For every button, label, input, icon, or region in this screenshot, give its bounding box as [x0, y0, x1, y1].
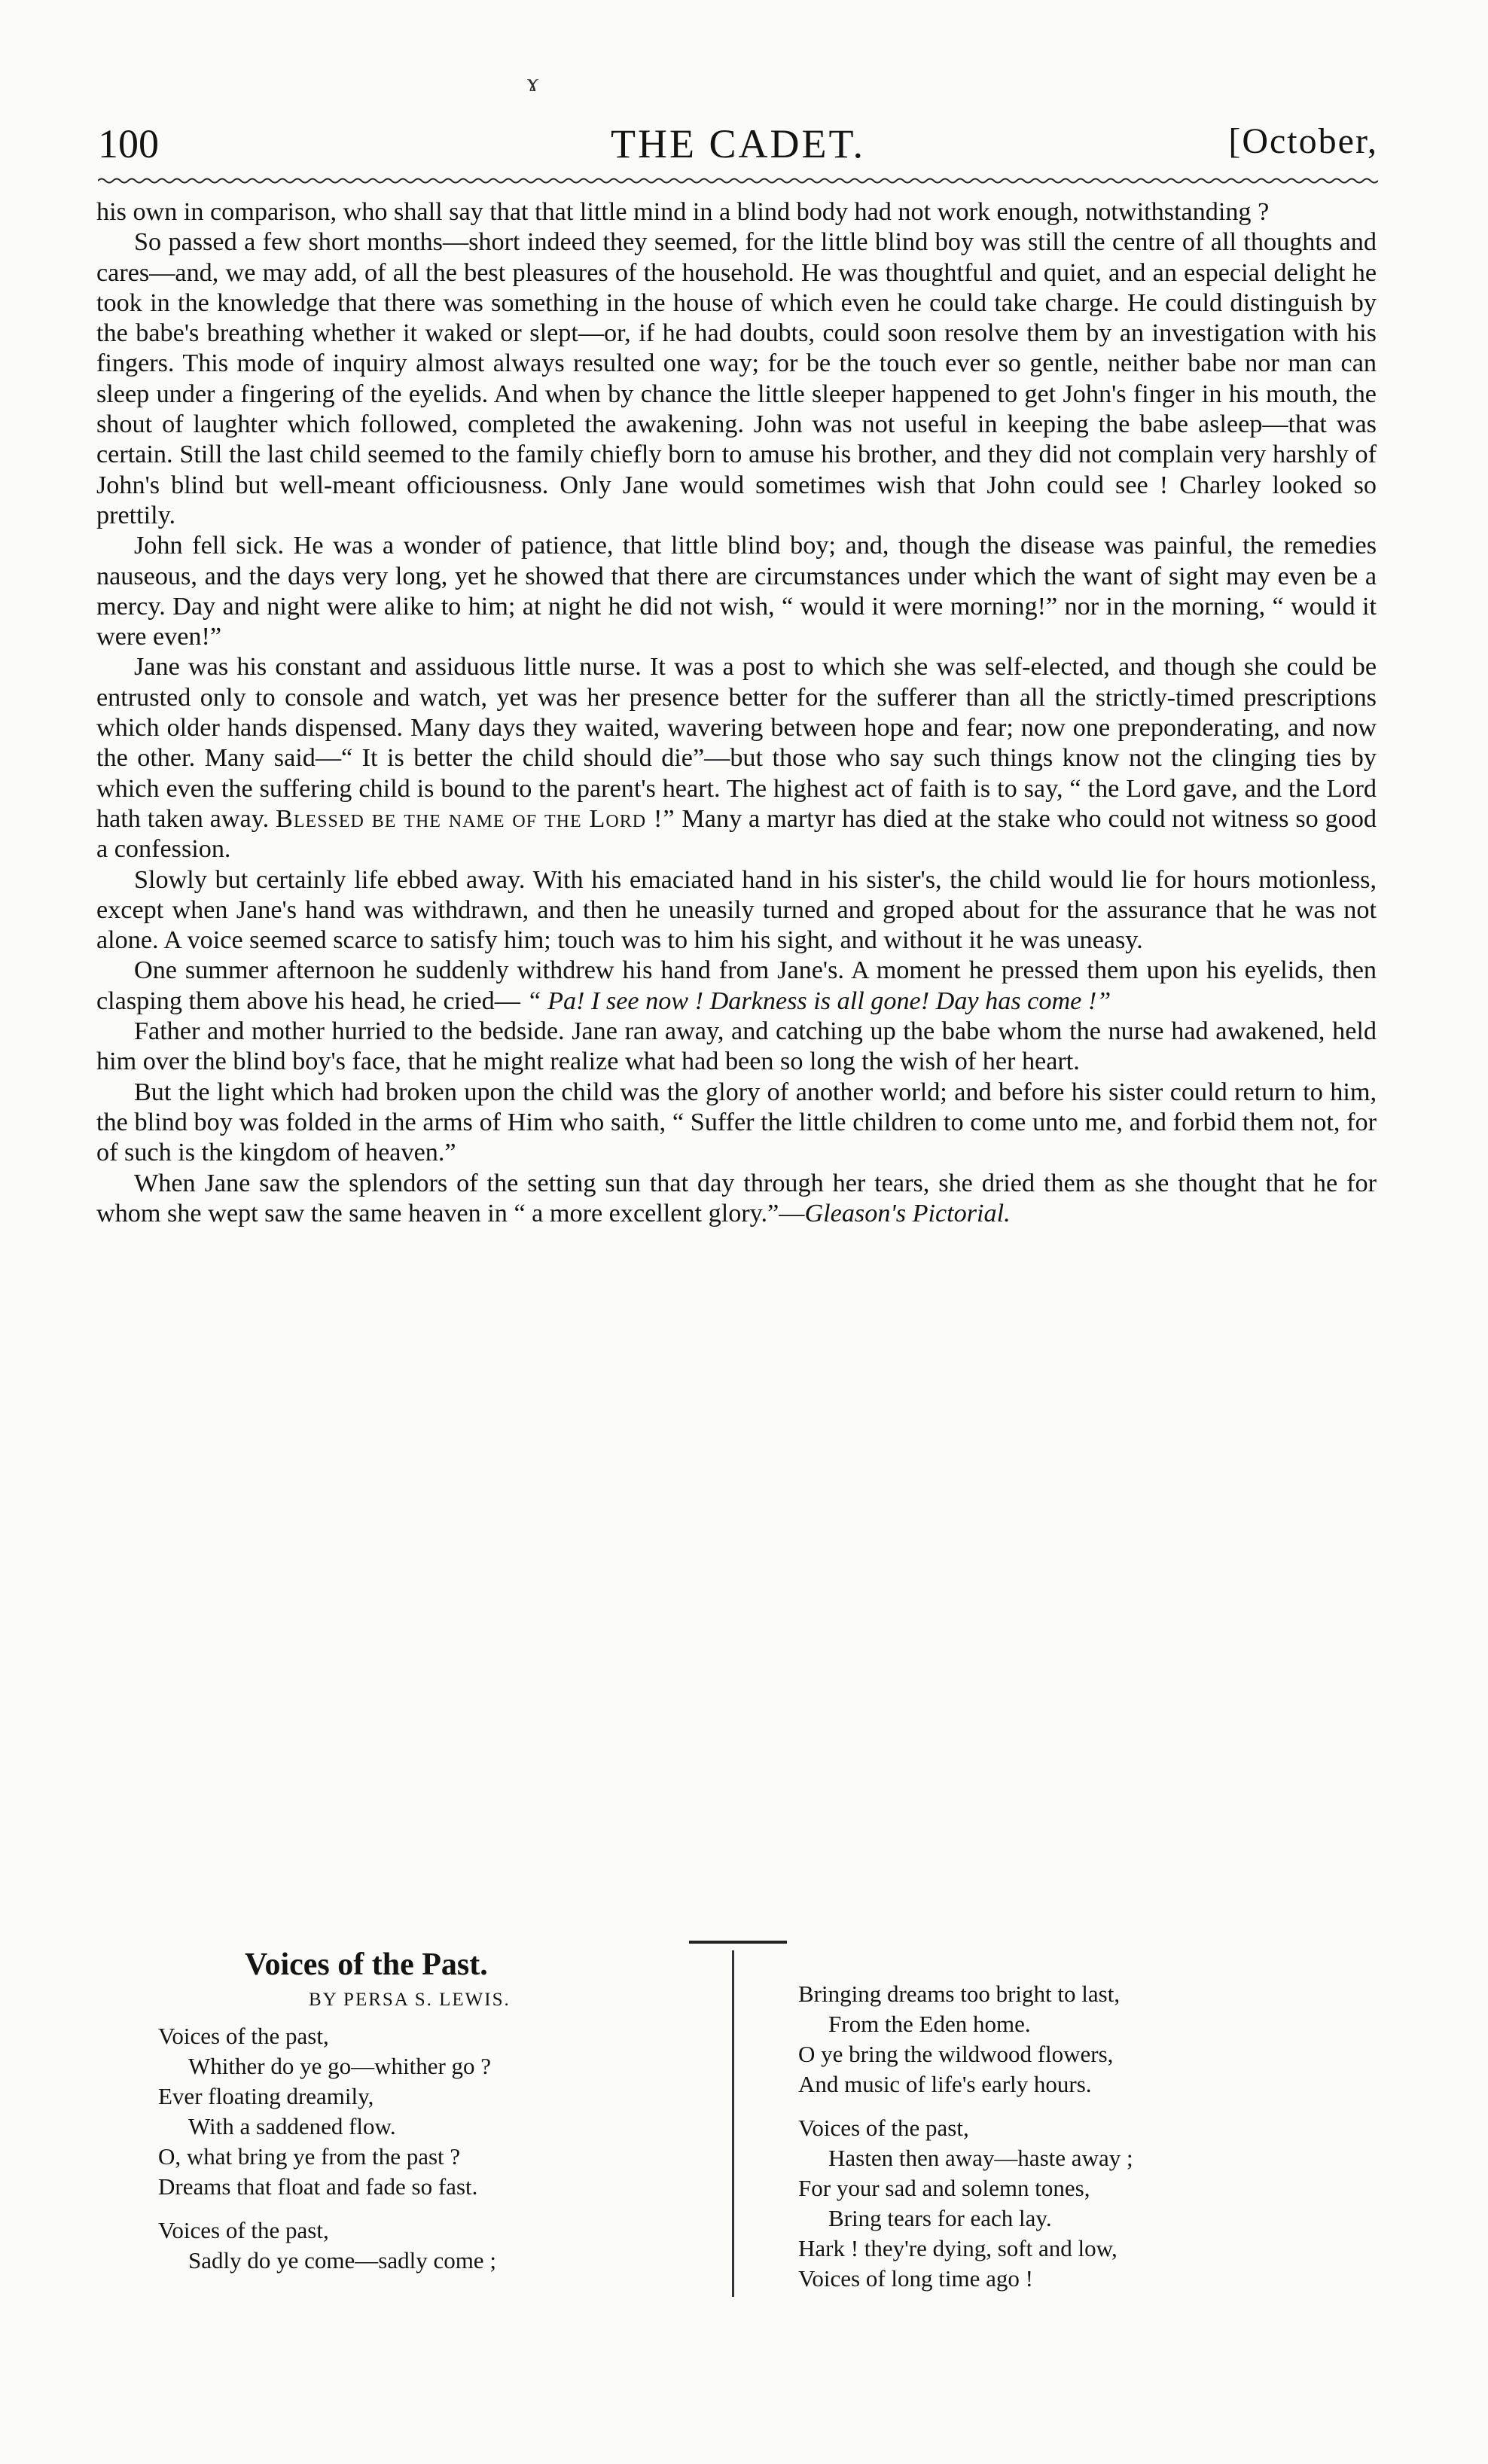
poem-line: Hasten then away—haste away ;: [828, 2145, 1133, 2171]
poem-line: Voices of the past,: [158, 2023, 329, 2049]
paragraph-text: Jane was his constant and assiduous little nurse. It was a post to which she was self-elected, and though she could be entrusted only to console and watch, yet was her presence better for the sufferer than all the strictly-timed prescriptions which older hands dispensed. Many days they waited, wavering between hope and fear; now one preponderating, and now the other. Many said—“ It is better the child should die”—but those who say such things know not the clinging ties by which even the suffering child is bound to the parent's heart. The highest act of faith is to say, “ the Lord gave, and the Lord hath taken away.: [96, 653, 1377, 833]
poem-line: Dreams that float and fade so fast.: [158, 2173, 478, 2200]
paragraph-text: One summer afternoon he suddenly withdrew his hand from Jane's. A moment he pressed them upon his eyelids, then clasping them above his head, he cried—: [96, 956, 1377, 1015]
top-ink-mark: ɤ: [527, 69, 539, 97]
poem-line: With a saddened flow.: [188, 2113, 396, 2139]
issue-month: [October,: [1228, 121, 1378, 161]
stanza: [158, 2021, 700, 2202]
running-header: [98, 120, 1378, 173]
poem-line: O ye bring the wildwood flowers,: [798, 2041, 1114, 2067]
italic-exclamation: “ Pa! I see now ! Darkness is all gone! Day has come !”: [526, 987, 1111, 1015]
poem-line: Hark ! they're dying, soft and low,: [798, 2235, 1118, 2261]
poem-line: O, what bring ye from the past ?: [158, 2143, 461, 2170]
paragraph-text: When Jane saw the splendors of the setting sun that day through her tears, she dried them as she thought that he for whom she wept saw the same heaven in “ a more excellent glory.”—: [96, 1169, 1377, 1227]
poem-line: Voices of the past,: [798, 2115, 969, 2141]
paragraph: Slowly but certainly life ebbed away. With his emaciated hand in his sister's, the child would lie for hours motionless, except when Jane's hand was withdrawn, and then he uneasily turned and groped about for the assurance that he was not alone. A voice seemed scarce to satisfy him; touch was to him his sight, and without it he was uneasy.: [96, 865, 1377, 955]
paragraph-text: Many a martyr has died at the stake who could not witness so good a confession.: [96, 804, 1377, 864]
small-caps-phrase: Blessed be the name of the Lord !”: [276, 804, 675, 833]
poem-line: And music of life's early hours.: [798, 2071, 1092, 2097]
poem-column-left: [158, 1946, 700, 2289]
poem-line: Ever floating dreamily,: [158, 2083, 374, 2109]
poem-line: Voices of the past,: [158, 2217, 329, 2243]
poem-line: Sadly do ye come—sadly come ;: [188, 2247, 496, 2273]
poem-line: From the Eden home.: [828, 2011, 1031, 2037]
column-divider: [732, 1950, 734, 2297]
stanza: [798, 1979, 1386, 2100]
paragraph: [96, 652, 1377, 865]
paragraph: [96, 1169, 1377, 1230]
poem-line: Whither do ye go—whither go ?: [188, 2053, 492, 2079]
page-number: 100: [98, 121, 159, 166]
article-body: [96, 197, 1377, 1229]
poem-line: For your sad and solemn tones,: [798, 2175, 1090, 2201]
section-separator: [689, 1941, 787, 1944]
source-attribution: Gleason's Pictorial.: [804, 1199, 1011, 1227]
poem-column-right: [798, 1979, 1386, 2307]
paragraph: Father and mother hurried to the bedside. Jane ran away, and catching up the babe whom the nurse had awakened, held him over the blind boy's face, that he might realize what had been so long the wish of her heart.: [96, 1017, 1377, 1076]
paragraph: John fell sick. He was a wonder of patience, that little blind boy; and, though the disease was painful, the remedies nauseous, and the days very long, yet he showed that there are circumstances under which the want of sight may even be a mercy. Day and night were alike to him; at night he did not wish, “ would it were morning!” nor in the morning, “ would it were even!”: [96, 532, 1377, 651]
poem-line: Bring tears for each lay.: [828, 2205, 1052, 2231]
paragraph: [96, 956, 1377, 1017]
paragraph: his own in comparison, who shall say that that little mind in a blind body had not work enough, notwithstanding ?: [96, 198, 1270, 226]
stanza: [798, 2113, 1386, 2294]
stanza: [158, 2215, 700, 2276]
journal-title: THE CADET.: [611, 121, 865, 166]
poem-line: Bringing dreams too bright to last,: [798, 1981, 1121, 2007]
poem-line: Voices of long time ago !: [798, 2265, 1033, 2292]
paragraph: So passed a few short months—short indeed they seemed, for the little blind boy was still the centre of all thoughts and cares—and, we may add, of all the best pleasures of the household. He was thoughtful and quiet, and an especial delight he took in the knowledge that there was something in the house of which even he could take charge. He could distinguish by the babe's breathing whether it waked or slept—or, if he had doubts, could soon resolve them by an investigation with his fingers. This mode of inquiry almost always resulted one way; for be the touch ever so gentle, neither babe nor man can sleep under a fingering of the eyelids. And when by chance the little sleeper happened to get John's finger in his mouth, the shout of laughter which followed, completed the awakening. John was not useful in keeping the babe asleep—that was certain. Still the last child seemed to the family chiefly born to amuse his brother, and they did not complain very harshly of John's blind but well-meant officiousness. Only Jane would sometimes wish that John could see ! Charley looked so prettily.: [96, 228, 1377, 529]
poem-title: Voices of the Past.: [245, 1947, 488, 1982]
paragraph: But the light which had broken upon the child was the glory of another world; and before his sister could return to him, the blind boy was folded in the arms of Him who saith, “ Suffer the little children to come unto me, and forbid them not, for of such is the kingdom of heaven.”: [96, 1078, 1377, 1167]
poem-byline: BY PERSA S. LEWIS.: [309, 1990, 511, 2010]
header-rule: [98, 176, 1378, 185]
